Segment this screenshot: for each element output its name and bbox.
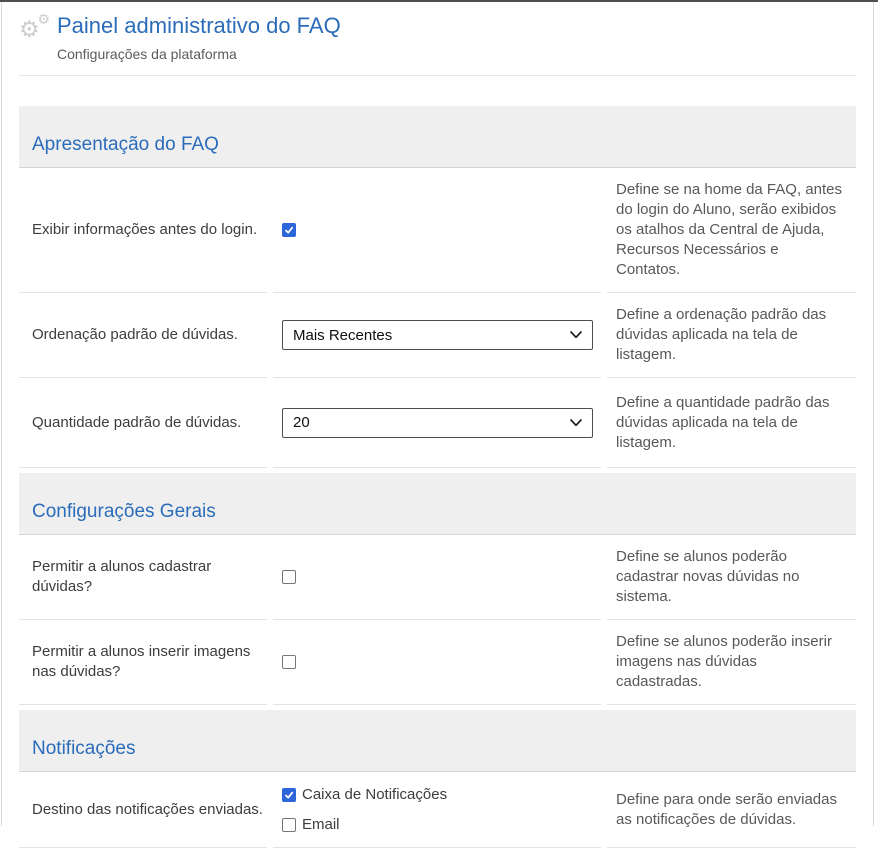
setting-label-cell (19, 378, 267, 468)
setting-label-cell (19, 168, 267, 293)
setting-description-cell (607, 620, 856, 705)
setting-control-cell (273, 168, 601, 293)
setting-description-cell (607, 772, 856, 848)
email-option[interactable] (282, 816, 447, 833)
setting-control-cell (273, 293, 601, 378)
setting-control-cell (273, 535, 601, 620)
setting-label-cell (19, 293, 267, 378)
setting-label-cell (19, 620, 267, 705)
header-divider (19, 75, 856, 76)
section-title: Notificações (32, 738, 136, 760)
section-title: Apresentação do FAQ (32, 134, 219, 156)
setting-control-cell (273, 620, 601, 705)
setting-description: Define se alunos poderão cadastrar novas dúvidas no sistema. (616, 548, 800, 606)
setting-description: Define se na home da FAQ, antes do login do Aluno, serão exibidos os atalhos da Central de Ajuda, Recursos Necessários e Contatos. (616, 181, 842, 279)
checkbox-option-label: Email (302, 816, 340, 834)
cadastrar-duvidas-checkbox[interactable] (282, 570, 296, 584)
setting-description: Define a quantidade padrão das dúvidas aplicada na tela de listagem. (616, 393, 830, 451)
caixa-notificacoes-checkbox[interactable] (282, 788, 296, 802)
checkmark-icon (284, 790, 294, 800)
setting-description: Define a ordenação padrão das dúvidas aplicada na tela de listagem. (616, 306, 827, 364)
section-heading-apresentacao (19, 106, 856, 168)
settings-table (19, 106, 856, 848)
setting-row-ordenacao (19, 293, 856, 378)
setting-description-cell (607, 378, 856, 468)
chevron-down-icon (570, 331, 582, 339)
setting-row-cadastrar-duvidas (19, 535, 856, 620)
section-title: Configurações Gerais (32, 501, 216, 523)
section-heading-notificacoes (19, 710, 856, 772)
setting-description: Define se alunos poderão inserir imagens nas dúvidas cadastradas. (616, 633, 832, 691)
gear-small-icon: ⚙ (37, 11, 50, 27)
page-container (1, 2, 874, 834)
checkbox-option-label: Caixa de Notificações (302, 786, 448, 804)
setting-label: Exibir informações antes do login. (32, 221, 258, 239)
setting-label: Destino das notificações enviadas. (32, 800, 263, 818)
inserir-imagens-checkbox[interactable] (282, 655, 296, 669)
setting-description-cell (607, 535, 856, 620)
setting-control-cell (273, 378, 601, 468)
setting-description-cell (607, 168, 856, 293)
setting-label: Quantidade padrão de dúvidas. (32, 413, 242, 431)
setting-label: Permitir a alunos cadastrar dúvidas? (32, 558, 212, 596)
caixa-notificacoes-option[interactable] (282, 786, 447, 803)
setting-label-cell (19, 772, 267, 848)
select-value: Mais Recentes (293, 326, 393, 344)
header-titles (57, 13, 341, 62)
setting-label: Ordenação padrão de dúvidas. (32, 326, 238, 344)
email-checkbox[interactable] (282, 818, 296, 832)
section-heading-configuracoes-gerais (19, 473, 856, 535)
destino-checkbox-group (282, 786, 447, 833)
ordenacao-select[interactable] (282, 320, 593, 350)
page-subtitle: Configurações da plataforma (57, 46, 237, 63)
gears-icon (19, 13, 50, 53)
select-value: 20 (293, 414, 310, 432)
page-title: Painel administrativo do FAQ (57, 13, 341, 38)
setting-control-cell (273, 772, 601, 848)
setting-label: Permitir a alunos inserir imagens nas dúvidas? (32, 643, 251, 681)
checkmark-icon (284, 225, 294, 235)
setting-row-quantidade (19, 378, 856, 468)
setting-description-cell (607, 293, 856, 378)
page-header (19, 2, 856, 62)
setting-row-exibir-informacoes (19, 168, 856, 293)
setting-row-inserir-imagens (19, 620, 856, 705)
gear-big-icon: ⚙ (19, 16, 40, 42)
setting-description: Define para onde serão enviadas as notificações de dúvidas. (616, 790, 837, 828)
exibir-informacoes-checkbox[interactable] (282, 223, 296, 237)
chevron-down-icon (570, 419, 582, 427)
setting-label-cell (19, 535, 267, 620)
setting-row-destino-notificacoes (19, 772, 856, 848)
quantidade-select[interactable] (282, 408, 593, 438)
